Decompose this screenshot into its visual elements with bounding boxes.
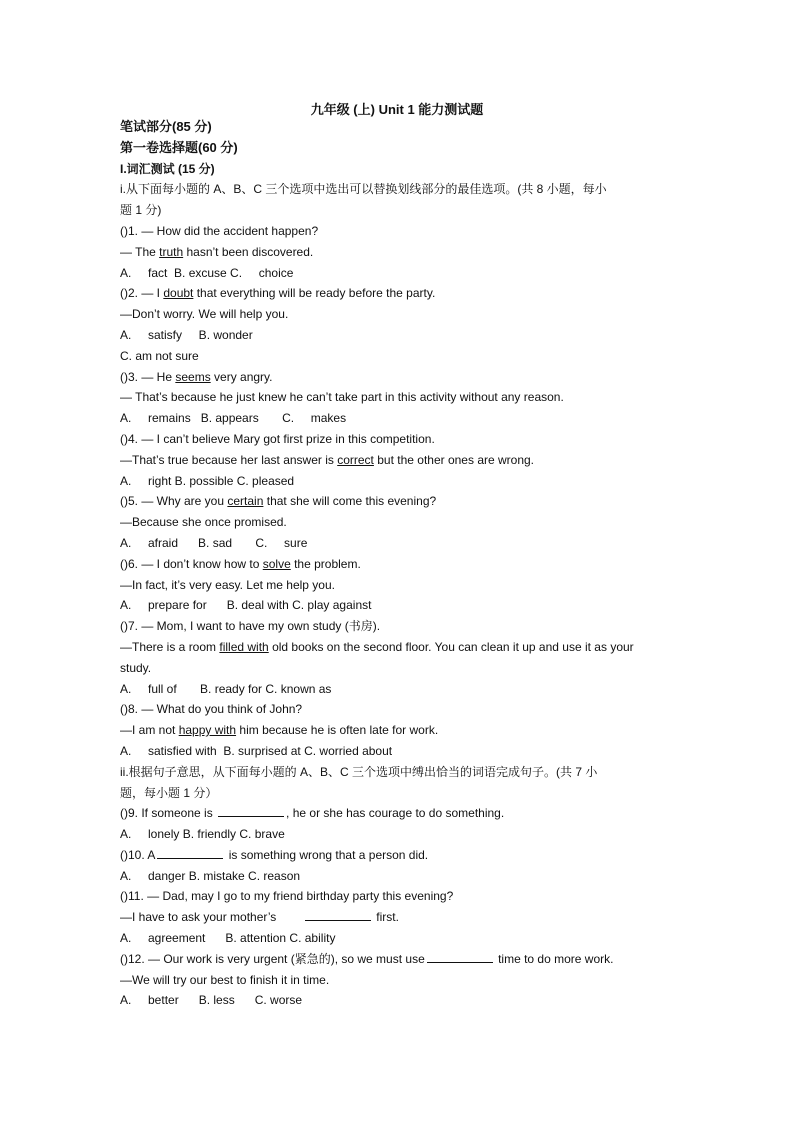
q12-blank[interactable]	[427, 950, 493, 963]
q7-underlined-phrase: filled with	[219, 639, 269, 654]
q11-blank[interactable]	[305, 908, 371, 921]
section-part1: 第一卷选择题(60 分)	[120, 139, 238, 155]
q10-question-pre: ()10. A	[120, 847, 156, 862]
part-ii-instruction-2: 题，每小题 1 分）	[120, 785, 218, 800]
q11-answer-post: first.	[372, 910, 399, 925]
q7-answer-pre: —There is a room	[120, 639, 220, 654]
q6-question-pre: ()6. — I don’t know how to	[120, 556, 263, 571]
q3-question-post: very angry.	[210, 369, 273, 384]
part-i-instruction-1: i.从下面每小题的 A、B、C 三个选项中选出可以替换划线部分的最佳选项。(共 8 小题，每小	[120, 182, 607, 197]
q10-options: A. danger B. mistake C. reason	[120, 868, 301, 883]
q6-answer: —In fact, it’s very easy. Let me help you.	[120, 577, 335, 592]
q5-question-pre: ()5. — Why are you	[120, 494, 228, 509]
q7-answer-post: old books on the second floor. You can clean it up and use it as your	[268, 639, 634, 654]
q2-underlined-word: doubt	[163, 286, 194, 301]
q9-question	[120, 803, 680, 824]
q7-answer	[120, 637, 680, 658]
q8-answer-post: him because he is often late for work.	[236, 723, 439, 738]
q9-blank[interactable]	[218, 804, 284, 817]
q8-question: ()8. — What do you think of John?	[120, 702, 303, 717]
q12-question-post: time to do more work.	[494, 951, 614, 966]
q7-question: ()7. — Mom, I want to have my own study (书房).	[120, 619, 381, 634]
q2-options-c: C. am not sure	[120, 348, 199, 363]
q4-options: A. right B. possible C. pleased	[120, 473, 295, 488]
q7-options: A. full of B. ready for C. known as	[120, 681, 332, 696]
q2-question-pre: ()2. — I	[120, 286, 164, 301]
q12-question	[120, 949, 680, 970]
q4-answer-pre: —That’s true because her last answer is	[120, 452, 338, 467]
q9-question-post: , he or she has courage to do something.	[286, 806, 505, 821]
q3-answer: — That’s because he just knew he can’t take part in this activity without any reason.	[120, 390, 564, 405]
q4-question: ()4. — I can’t believe Mary got first prize in this competition.	[120, 431, 435, 446]
q3-question-pre: ()3. — He	[120, 369, 176, 384]
q8-answer	[120, 720, 680, 741]
section-vocab	[120, 159, 680, 180]
q6-options: A. prepare for B. deal with C. play against	[120, 598, 372, 613]
q6-question-post: the problem.	[290, 556, 361, 571]
q2-question	[120, 283, 680, 304]
q6-underlined-word: solve	[262, 556, 291, 571]
q5-options: A. afraid B. sad C. sure	[120, 535, 308, 550]
q2-question-post: that everything will be ready before the party.	[193, 286, 436, 301]
q4-answer-post: but the other ones are wrong.	[373, 452, 535, 467]
q12-options: A. better B. less C. worse	[120, 993, 303, 1008]
q2-answer: —Don’t worry. We will help you.	[120, 307, 289, 322]
q11-options: A. agreement B. attention C. ability	[120, 931, 336, 946]
q3-underlined-word: seems	[175, 369, 211, 384]
q8-answer-pre: —I am not	[120, 723, 179, 738]
q10-question	[120, 845, 680, 866]
q1-answer	[120, 242, 680, 263]
q9-options: A. lonely B. friendly C. brave	[120, 827, 285, 842]
q3-question	[120, 367, 680, 388]
q4-answer	[120, 450, 680, 471]
q10-blank[interactable]	[157, 846, 223, 859]
q8-options: A. satisfied with B. surprised at C. worried about	[120, 743, 393, 758]
q6-question	[120, 554, 680, 575]
worksheet-title: 九年级 (上) Unit 1 能力测试题	[310, 102, 484, 117]
q11-answer-pre: —I have to ask your mother’s	[120, 910, 303, 925]
q5-question	[120, 491, 680, 512]
part-ii-instruction-1: ii.根据句子意思，从下面每小题的 A、B、C 三个选项中缚出恰当的词语完成句子。(共 7 小	[120, 764, 598, 779]
q9-question-pre: ()9. If someone is	[120, 806, 217, 821]
q5-answer: —Because she once promised.	[120, 515, 287, 530]
section-vocab-label: I.词汇测试 (15 分)	[120, 161, 215, 176]
q1-question: ()1. — How did the accident happen?	[120, 223, 319, 238]
q10-question-post: is something wrong that a person did.	[225, 847, 429, 862]
q5-question-post: that she will come this evening?	[263, 494, 437, 509]
q11-answer	[120, 907, 680, 928]
q1-underlined-word: truth	[159, 244, 184, 259]
section-written: 笔试部分(85 分)	[120, 119, 212, 134]
q2-options: A. satisfy B. wonder	[120, 327, 253, 342]
q5-underlined-word: certain	[227, 494, 264, 509]
q12-answer: —We will try our best to finish it in time.	[120, 972, 330, 987]
q7-answer-cont: study.	[120, 660, 152, 675]
q8-underlined-phrase: happy with	[178, 723, 237, 738]
q11-question: ()11. — Dad, may I go to my friend birthday party this evening?	[120, 889, 454, 904]
q1-answer-post: hasn’t been discovered.	[183, 244, 314, 259]
part-i-instruction-2: 题 1 分)	[120, 203, 162, 218]
q1-options: A. fact B. excuse C. choice	[120, 265, 294, 280]
q3-options: A. remains B. appears C. makes	[120, 411, 347, 426]
q1-answer-pre: — The	[120, 244, 160, 259]
worksheet-content	[120, 117, 680, 1011]
q4-underlined-word: correct	[337, 452, 374, 467]
q12-question-pre: ()12. — Our work is very urgent (紧急的), so we must use	[120, 951, 425, 966]
